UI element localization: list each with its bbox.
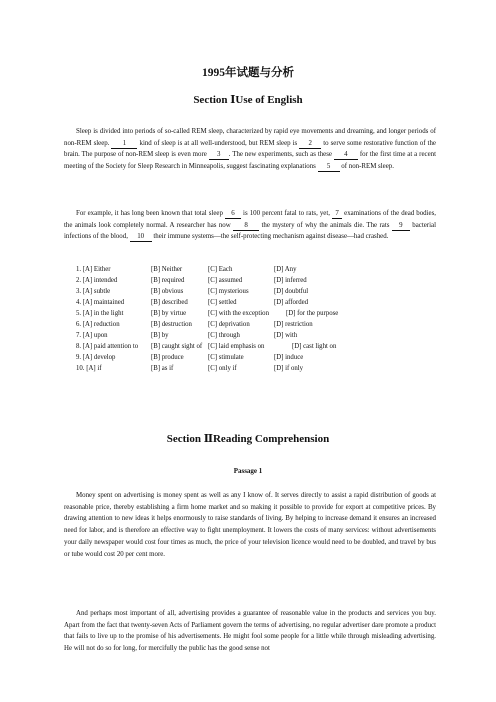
option-a: 4. [A] maintained [76,299,125,306]
option-d: [D] restriction [274,321,313,328]
option-c: [C] mysterious [208,288,249,295]
option-c: [C] deprivation [208,321,250,328]
option-b: [B] by virtue [151,310,187,317]
section-2-title: Section ⅡReading Comprehension [166,433,330,445]
option-row [76,275,436,286]
cloze-text: For example, it has long been known that total sleep [76,210,223,217]
option-row [76,308,436,319]
option-c: [C] stimulate [208,354,244,361]
option-a: 10. [A] if [76,365,102,372]
option-row [76,341,436,352]
passage-paragraph-2: And perhaps most important of all, advertising provides a guarantee of reasonable value in the products and services you buy. Apart from the fact that twenty-seven Acts of Parliament govern the terms of advertising, no regular advertiser dare promote a product that fails to live up to the promise of his advertisements. He might fool some people for a little while through misleading advertising. He will not do so for long, for mercifully the public has the good sense not [64,610,436,653]
option-d: [D] inferred [274,277,307,284]
option-d: [D] for the purpose [286,310,339,317]
option-a: 3. [A] subtle [76,288,111,295]
option-b: [B] by [151,332,169,339]
blank-7: 7 [332,209,342,219]
blank-6: 6 [225,209,241,219]
option-d: [D] Any [274,266,297,273]
option-row [76,319,436,330]
option-b: [B] produce [151,354,184,361]
blank-10: 10 [130,232,152,242]
document-title: 1995年试题与分析 [202,67,294,79]
option-row [76,352,436,363]
option-c: [C] laid emphasis on [208,343,265,350]
option-row [76,297,436,308]
option-d: [D] with [274,332,298,339]
passage-title: Passage 1 [233,467,263,475]
blank-9: 9 [392,221,410,231]
cloze-text: to serve some restorative function of the brain. The purpose of non-REM sleep is even more [64,139,436,159]
option-row [76,286,436,297]
option-d: [D] doubtful [274,288,309,295]
option-c: [C] assumed [208,277,243,284]
blank-5: 5 [318,162,340,172]
option-a: 1. [A] Either [76,266,111,273]
passage-paragraph-1: Money spent on advertising is money spent as well as any I know of. It serves directly to assist a rapid distribution of goods at reasonable price, thereby establishing a firm home market and so making it possible to provide for export at competitive prices. By drawing attention to new ideas it helps enormously to raise standards of living. By helping to increase demand it ensures an increased need for labor, and is therefore an effective way to fight unemployment. It lowers the costs of many services: without advertisements your daily newspaper would cost four times as much, the price of your television licence would need to be doubled, and travel by bus or tube would cost 20 per cent more. [64,492,436,558]
option-d: [D] induce [274,354,304,361]
cloze-text: Sleep is divided into periods of so-called REM sleep, characterized by rapid eye movements and dreaming, and longer periods of non-REM sleep. [64,128,436,147]
cloze-text: examinations of the dead bodies, the animals look completely normal. A researcher has now [64,210,436,229]
option-row [76,363,436,374]
cloze-paragraph-1 [64,126,436,173]
option-b: [B] caught sight of [151,343,203,350]
option-b: [B] Neither [151,266,183,273]
cloze-text: their immune systems—the self-protecting mechanism against disease—had crashed. [153,233,389,241]
option-a: 5. [A] in the light [76,310,124,317]
option-b: [B] as if [151,365,174,372]
option-row [76,264,436,275]
cloze-text: bacterial infections of the blood, [64,221,436,241]
cloze-paragraph-2 [64,208,436,243]
cloze-text: for the first time at a recent meeting of the Society for Sleep Research in Minneapolis, suggest fascinating explanations [64,151,436,171]
option-c: [C] through [208,332,240,339]
blank-3: 3 [209,150,229,160]
option-b: [B] required [151,277,185,284]
option-a: 2. [A] intended [76,277,118,284]
cloze-text: the mystery of why the animals die. The rats [261,221,390,229]
option-a: 6. [A] reduction [76,321,120,328]
cloze-text: is 100 percent fatal to rats, yet, [243,210,331,217]
option-d: [D] afforded [274,299,309,306]
cloze-text: . The new experiments, such as these [228,151,332,159]
section-1-title: Section ⅠUse of English [193,94,303,106]
cloze-text: of non-REM sleep. [341,163,394,171]
option-b: [B] described [151,299,188,306]
option-row [76,330,436,341]
option-b: [B] destruction [151,321,192,328]
option-c: [C] only if [208,365,237,372]
blank-4: 4 [334,150,358,160]
option-a: 7. [A] upon [76,332,108,339]
option-c: [C] with the exception [208,310,269,317]
blank-2: 2 [299,139,321,149]
option-c: [C] settled [208,299,237,306]
option-d: [D] if only [274,365,304,372]
option-d: [D] cast light on [292,343,337,350]
option-a: 8. [A] paid attention to [76,343,139,350]
blank-1: 1 [111,139,137,149]
cloze-options [76,264,436,374]
cloze-text: kind of sleep is at all well-understood, but REM sleep is [139,139,298,147]
option-a: 9. [A] develop [76,354,116,361]
option-c: [C] Each [208,266,233,273]
blank-8: 8 [233,221,259,231]
option-b: [B] obvious [151,288,184,295]
